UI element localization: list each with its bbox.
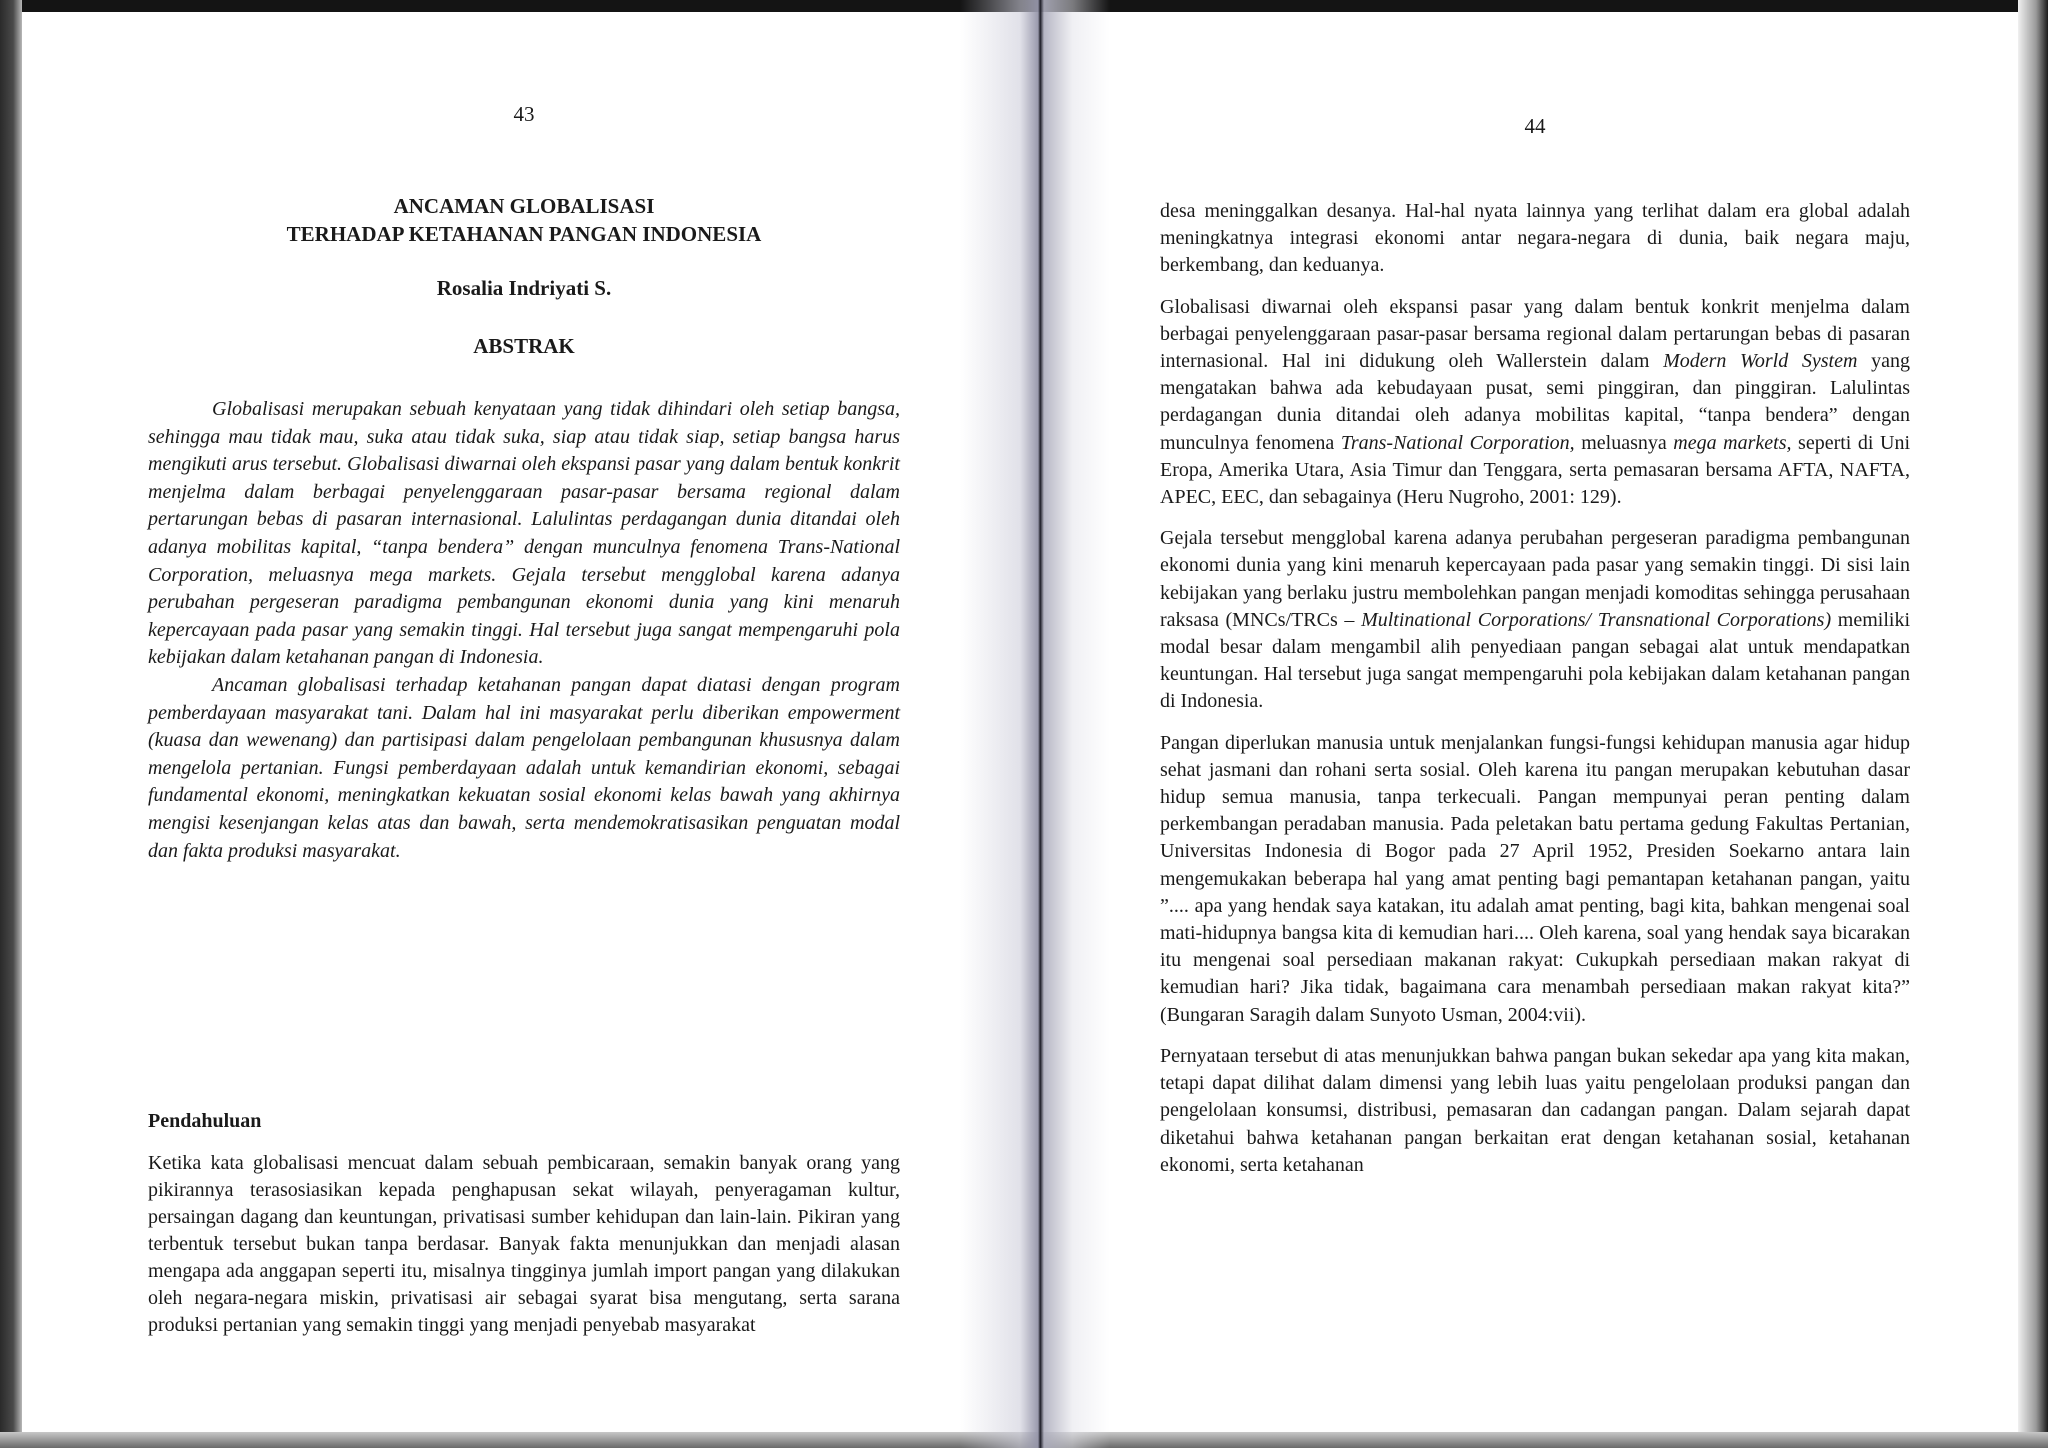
italic-term: Modern World System (1663, 350, 1858, 373)
scan-right-edge (2018, 0, 2048, 1448)
body-paragraph: Ketika kata globalisasi mencuat dalam sebuah pembicaraan, semakin banyak orang yang pikirannya terasosiasikan kepada penghapusan sekat wilayah, penyeragaman kultur, persaingan dagang dan keuntungan, privatisasi sumber kehidupan dan lain-lain. Pikiran yang terbentuk tersebut bukan tanpa berdasar. Banyak fakta menunjukkan dan menjadi alasan mengapa ada anggapan seperti itu, misalnya tingginya jumlah import pangan yang dilakukan oleh negara-negara miskin, privatisasi air sebagai syarat bisa mengutang, serta sarana produksi pertanian yang semakin tinggi yang menjadi penyebab masyarakat (148, 1152, 900, 1336)
article-title (148, 192, 900, 248)
title-line: ANCAMAN GLOBALISASI (393, 194, 655, 218)
text-run: Globalisasi diwarnai oleh ekspansi pasar yang dalam bentuk konkrit menjelma dalam berbagai penyelenggaraan pasar-pasar bersama regional dalam pertarungan bebas di pasaran internasional. Hal ini didukung oleh Wallerstein dalam (1160, 295, 1910, 373)
italic-term: mega markets, (1673, 431, 1792, 454)
italic-term: Multinational Corporations/ Transnational Corporations) (1361, 608, 1832, 631)
scan-left-edge (0, 0, 22, 1448)
body-paragraph (1160, 294, 1910, 512)
body-paragraph: Pangan diperlukan manusia untuk menjalankan fungsi-fungsi kehidupan manusia agar hidup sehat jasmani dan rohani serta sosial. Oleh karena itu pangan merupakan kebutuhan dasar hidup semua manusia, tanpa terkecuali. Pangan mempunyai peran penting dalam perkembangan peradaban manusia. Pada peletakan batu pertama gedung Fakultas Pertanian, Universitas Indonesia di Bogor pada 27 April 1952, Presiden Soekarno antara lain mengemukakan beberapa hal yang amat penting bagi pemantapan ketahanan pangan, yaitu ”.... apa yang hendak saya katakan, itu adalah amat penting, bagi kita, bahkan mengenai soal mati-hidupnya bangsa kita di kemudian hari.... Oleh karena, soal yang hendak saya bicarakan itu mengenai soal persediaan makanan rakyat: Cukupkah persediaan makan rakyat di kemudian hari? Jika tidak, bagaimana cara menambah persediaan makan rakyat kita?” (Bungaran Saragih dalam Sunyoto Usman, 2004:vii). (1160, 731, 1910, 1026)
text-run: memiliki modal besar dalam mengambil alih penyediaan pangan sebagai alat untuk mendapatkan keuntungan. Hal tersebut juga sangat mempengaruhi pola kebijakan dalam ketahanan pangan di Indonesia. (1160, 608, 1910, 713)
right-page-body (1160, 198, 1910, 1193)
text-run: yang mengatakan bahwa ada kebudayaan pusat, semi pinggiran, dan pinggiran. Lalulintas perdagangan dunia ditandai oleh adanya mobilitas kapital, “tanpa bendera” dengan munculnya fenomena (1160, 350, 1910, 454)
title-line: TERHADAP KETAHANAN PANGAN INDONESIA (286, 222, 762, 246)
text-run: meluasnya (1574, 431, 1674, 454)
intro-body (148, 1150, 900, 1339)
page-number: 43 (513, 102, 535, 126)
abstract-paragraph: Ancaman globalisasi terhadap ketahanan pangan dapat diatasi dengan program pemberdayaan masyarakat tani. Dalam hal ini masyarakat perlu diberikan empowerment (kuasa dan wewenang) dan partisipasi dalam pengelolaan pembangunan khususnya dalam mengelola pertanian. Fungsi pemberdayaan adalah untuk kemandirian ekonomi, sebagai fundamental ekonomi, meningkatkan kekuatan sosial ekonomi kelas bawah yang akhirnya mengisi kesenjangan kelas atas dan bawah, serta mendemokratisasikan penguatan modal dan fakta produksi masyarakat. (148, 673, 900, 862)
abstract-paragraph: Globalisasi merupakan sebuah kenyataan yang tidak dihindari oleh setiap bangsa, sehingga mau tidak mau, suka atau tidak suka, siap atau tidak siap, setiap bangsa harus mengikuti arus tersebut. Globalisasi diwarnai oleh ekspansi pasar yang dalam bentuk konkrit menjelma dalam berbagai penyelenggaraan pasar-pasar bersama regional dalam pertarungan bebas di pasaran internasional. Lalulintas perdagangan dunia ditandai oleh adanya mobilitas kapital, “tanpa bendera” dengan munculnya fenomena Trans-National Corporation, meluasnya mega markets. Gejala tersebut mengglobal karena adanya perubahan pergeseran paradigma pembangunan ekonomi dunia yang kini menaruh kepercayaan pada pasar yang semakin tinggi. Hal tersebut juga sangat mempengaruhi pola kebijakan dalam ketahanan pangan di Indonesia. (148, 398, 900, 669)
body-paragraph: Pernyataan tersebut di atas menunjukkan bahwa pangan bukan sekedar apa yang kita makan, tetapi dapat dilihat dalam dimensi yang lebih luas yaitu pengelolaan produksi pangan dan pengelolaan konsumsi, distribusi, pemasaran dan cadangan pangan. Dalam sejarah dapat diketahui bahwa ketahanan pangan berkaitan erat dengan ketahanan sosial, ketahanan ekonomi, serta ketahanan (1160, 1044, 1910, 1176)
abstract-heading: ABSTRAK (473, 334, 575, 358)
text-run: seperti di Uni Eropa, Amerika Utara, Asia Timur dan Tenggara, serta pemasaran bersama AFTA, NAFTA, APEC, EEC, dan sebagainya (Heru Nugroho, 2001: 129). (1160, 431, 1911, 509)
abstract-body (148, 396, 900, 865)
book-gutter (960, 0, 1110, 1448)
page-number: 44 (1524, 114, 1546, 138)
body-paragraph (1160, 525, 1910, 715)
section-heading: Pendahuluan (148, 1110, 262, 1132)
text-run: Gejala tersebut mengglobal karena adanya perubahan pergeseran paradigma pembangunan ekonomi dunia yang kini menaruh kepercayaan pada pasar yang semakin tinggi. Di sisi lain kebijakan yang berlaku justru membolehkan pangan menjadi komoditas sehingga perusahaan raksasa (MNCs/TRCs – (1160, 527, 1910, 631)
author-name: Rosalia Indriyati S. (436, 276, 612, 300)
body-paragraph: desa meninggalkan desanya. Hal-hal nyata lainnya yang terlihat dalam era global adalah meningkatnya integrasi ekonomi antar negara-negara di dunia, baik negara maju, berkembang, dan keduanya. (1160, 200, 1910, 277)
italic-term: Trans-National Corporation, (1340, 431, 1575, 454)
